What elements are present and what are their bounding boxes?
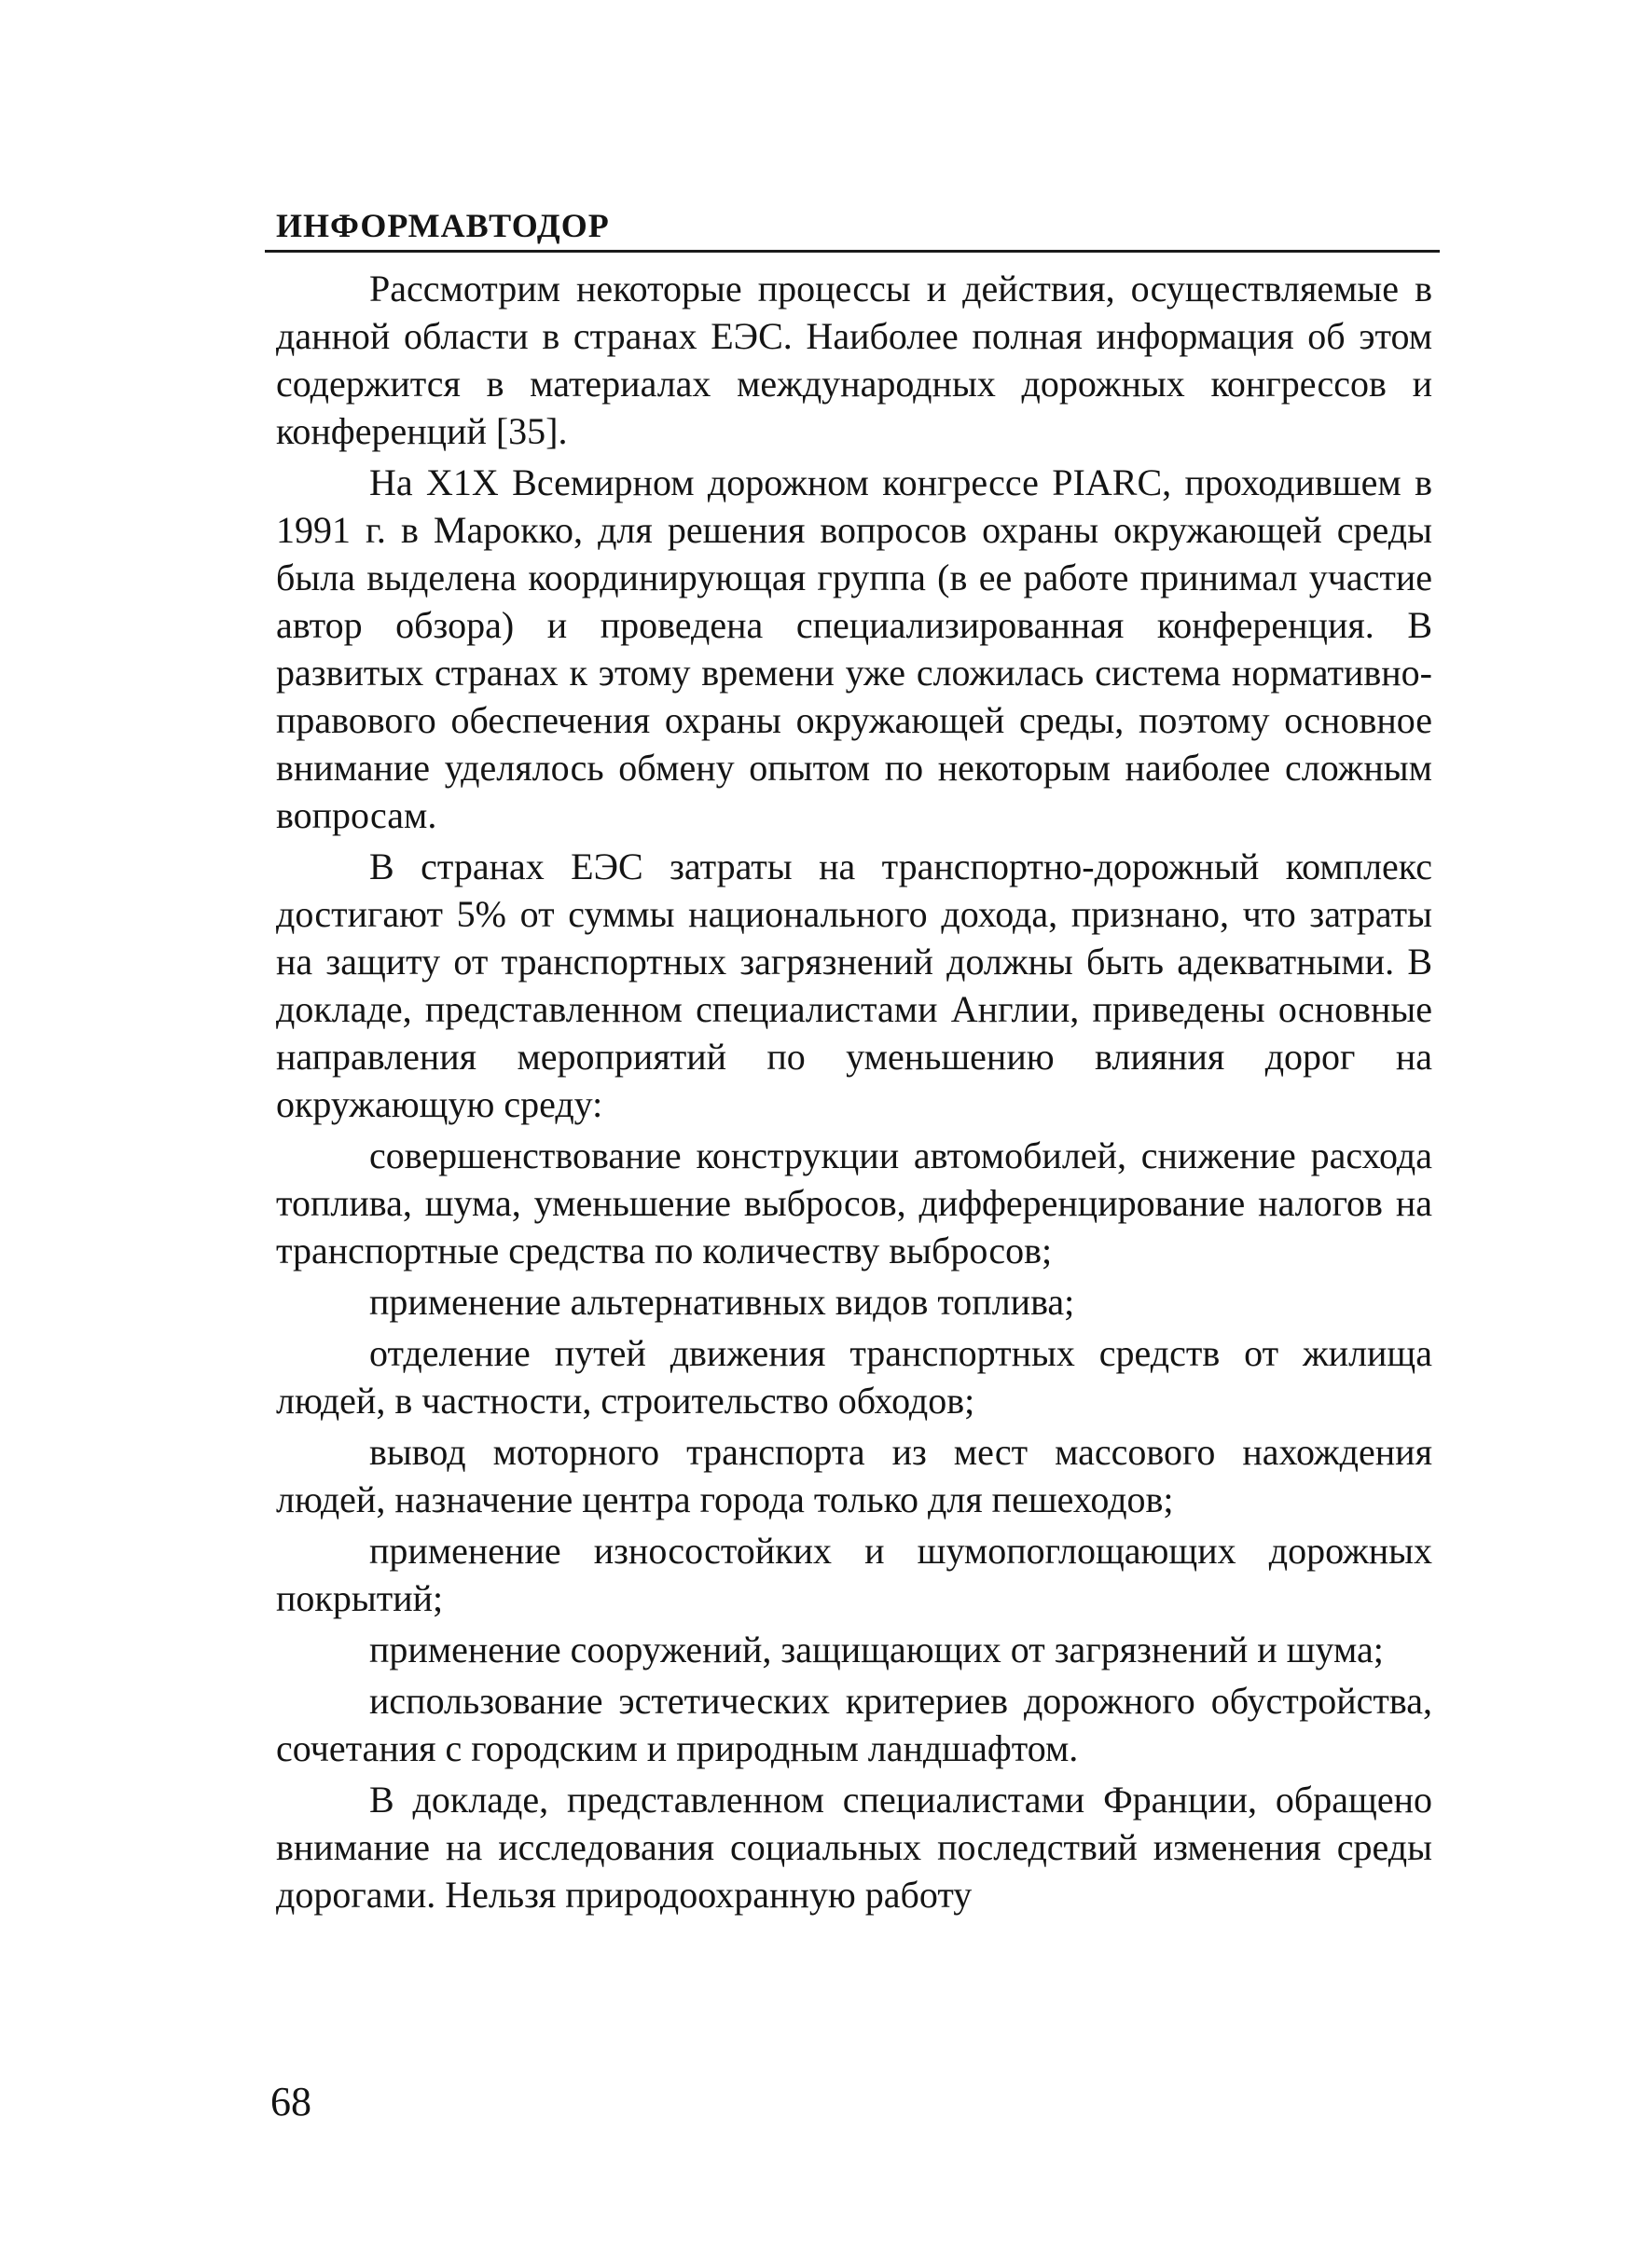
list-item-pedestrian-zones: вывод моторного транспорта из мест массового нахождения людей, назначение центра города только для пешеходов;	[276, 1431, 1432, 1520]
list-item-vehicle-design: совершенствование конструкции автомобилей, снижение расхода топлива, шума, уменьшение выбросов, дифференцирование налогов на транспортные средства по количеству выбросов;	[276, 1134, 1432, 1271]
body-text	[276, 265, 1432, 1922]
list-item-aesthetic-criteria: использование эстетических критериев дорожного обустройства, сочетания с городским и природным ландшафтом.	[276, 1680, 1432, 1769]
paragraph-piarc-congress: На Х1Х Всемирном дорожном конгрессе PIARC, проходившем в 1991 г. в Марокко, для решения вопросов охраны окружающей среды была выделена координирующая группа (в ее работе принимал участие автор обзора) и проведена специализированная конференция. В развитых странах к этому времени уже сложилась система нормативно-правового обеспечения охраны окружающей среды, поэтому основное внимание уделялось обмену опытом по некоторым наиболее сложным вопросам.	[276, 461, 1432, 836]
paragraph-ees-costs: В странах ЕЭС затраты на транспортно-дорожный комплекс достигают 5% от суммы национального дохода, признано, что затраты на защиту от транспортных загрязнений должны быть адекватными. В докладе, представленном специалистами Англии, приведены основные направления мероприятий по уменьшению влияния дорог на окружающую среду:	[276, 845, 1432, 1125]
list-item-protective-structures: применение сооружений, защищающих от загрязнений и шума;	[369, 1629, 1384, 1670]
header-rule	[265, 250, 1440, 253]
list-item-bypass-roads: отделение путей движения транспортных средств от жилища людей, в частности, строительство обходов;	[276, 1332, 1432, 1422]
list-item-road-surfaces: применение износостойких и шумопоглощающих дорожных покрытий;	[276, 1530, 1432, 1619]
page-number: 68	[270, 2079, 311, 2124]
running-header: ИНФОРМАВТОДОР	[276, 207, 610, 244]
paragraph-france-report: В докладе, представленном специалистами Франции, обращено внимание на исследования социальных последствий изменения среды дорогами. Нельзя природоохранную работу	[276, 1779, 1432, 1916]
paragraph-intro: Рассмотрим некоторые процессы и действия, осуществляемые в данной области в странах ЕЭС. Наиболее полная информация об этом содержится в материалах международных дорожных конгрессов и конференций [35].	[276, 268, 1432, 452]
list-item-alternative-fuel: применение альтернативных видов топлива;	[369, 1281, 1075, 1323]
